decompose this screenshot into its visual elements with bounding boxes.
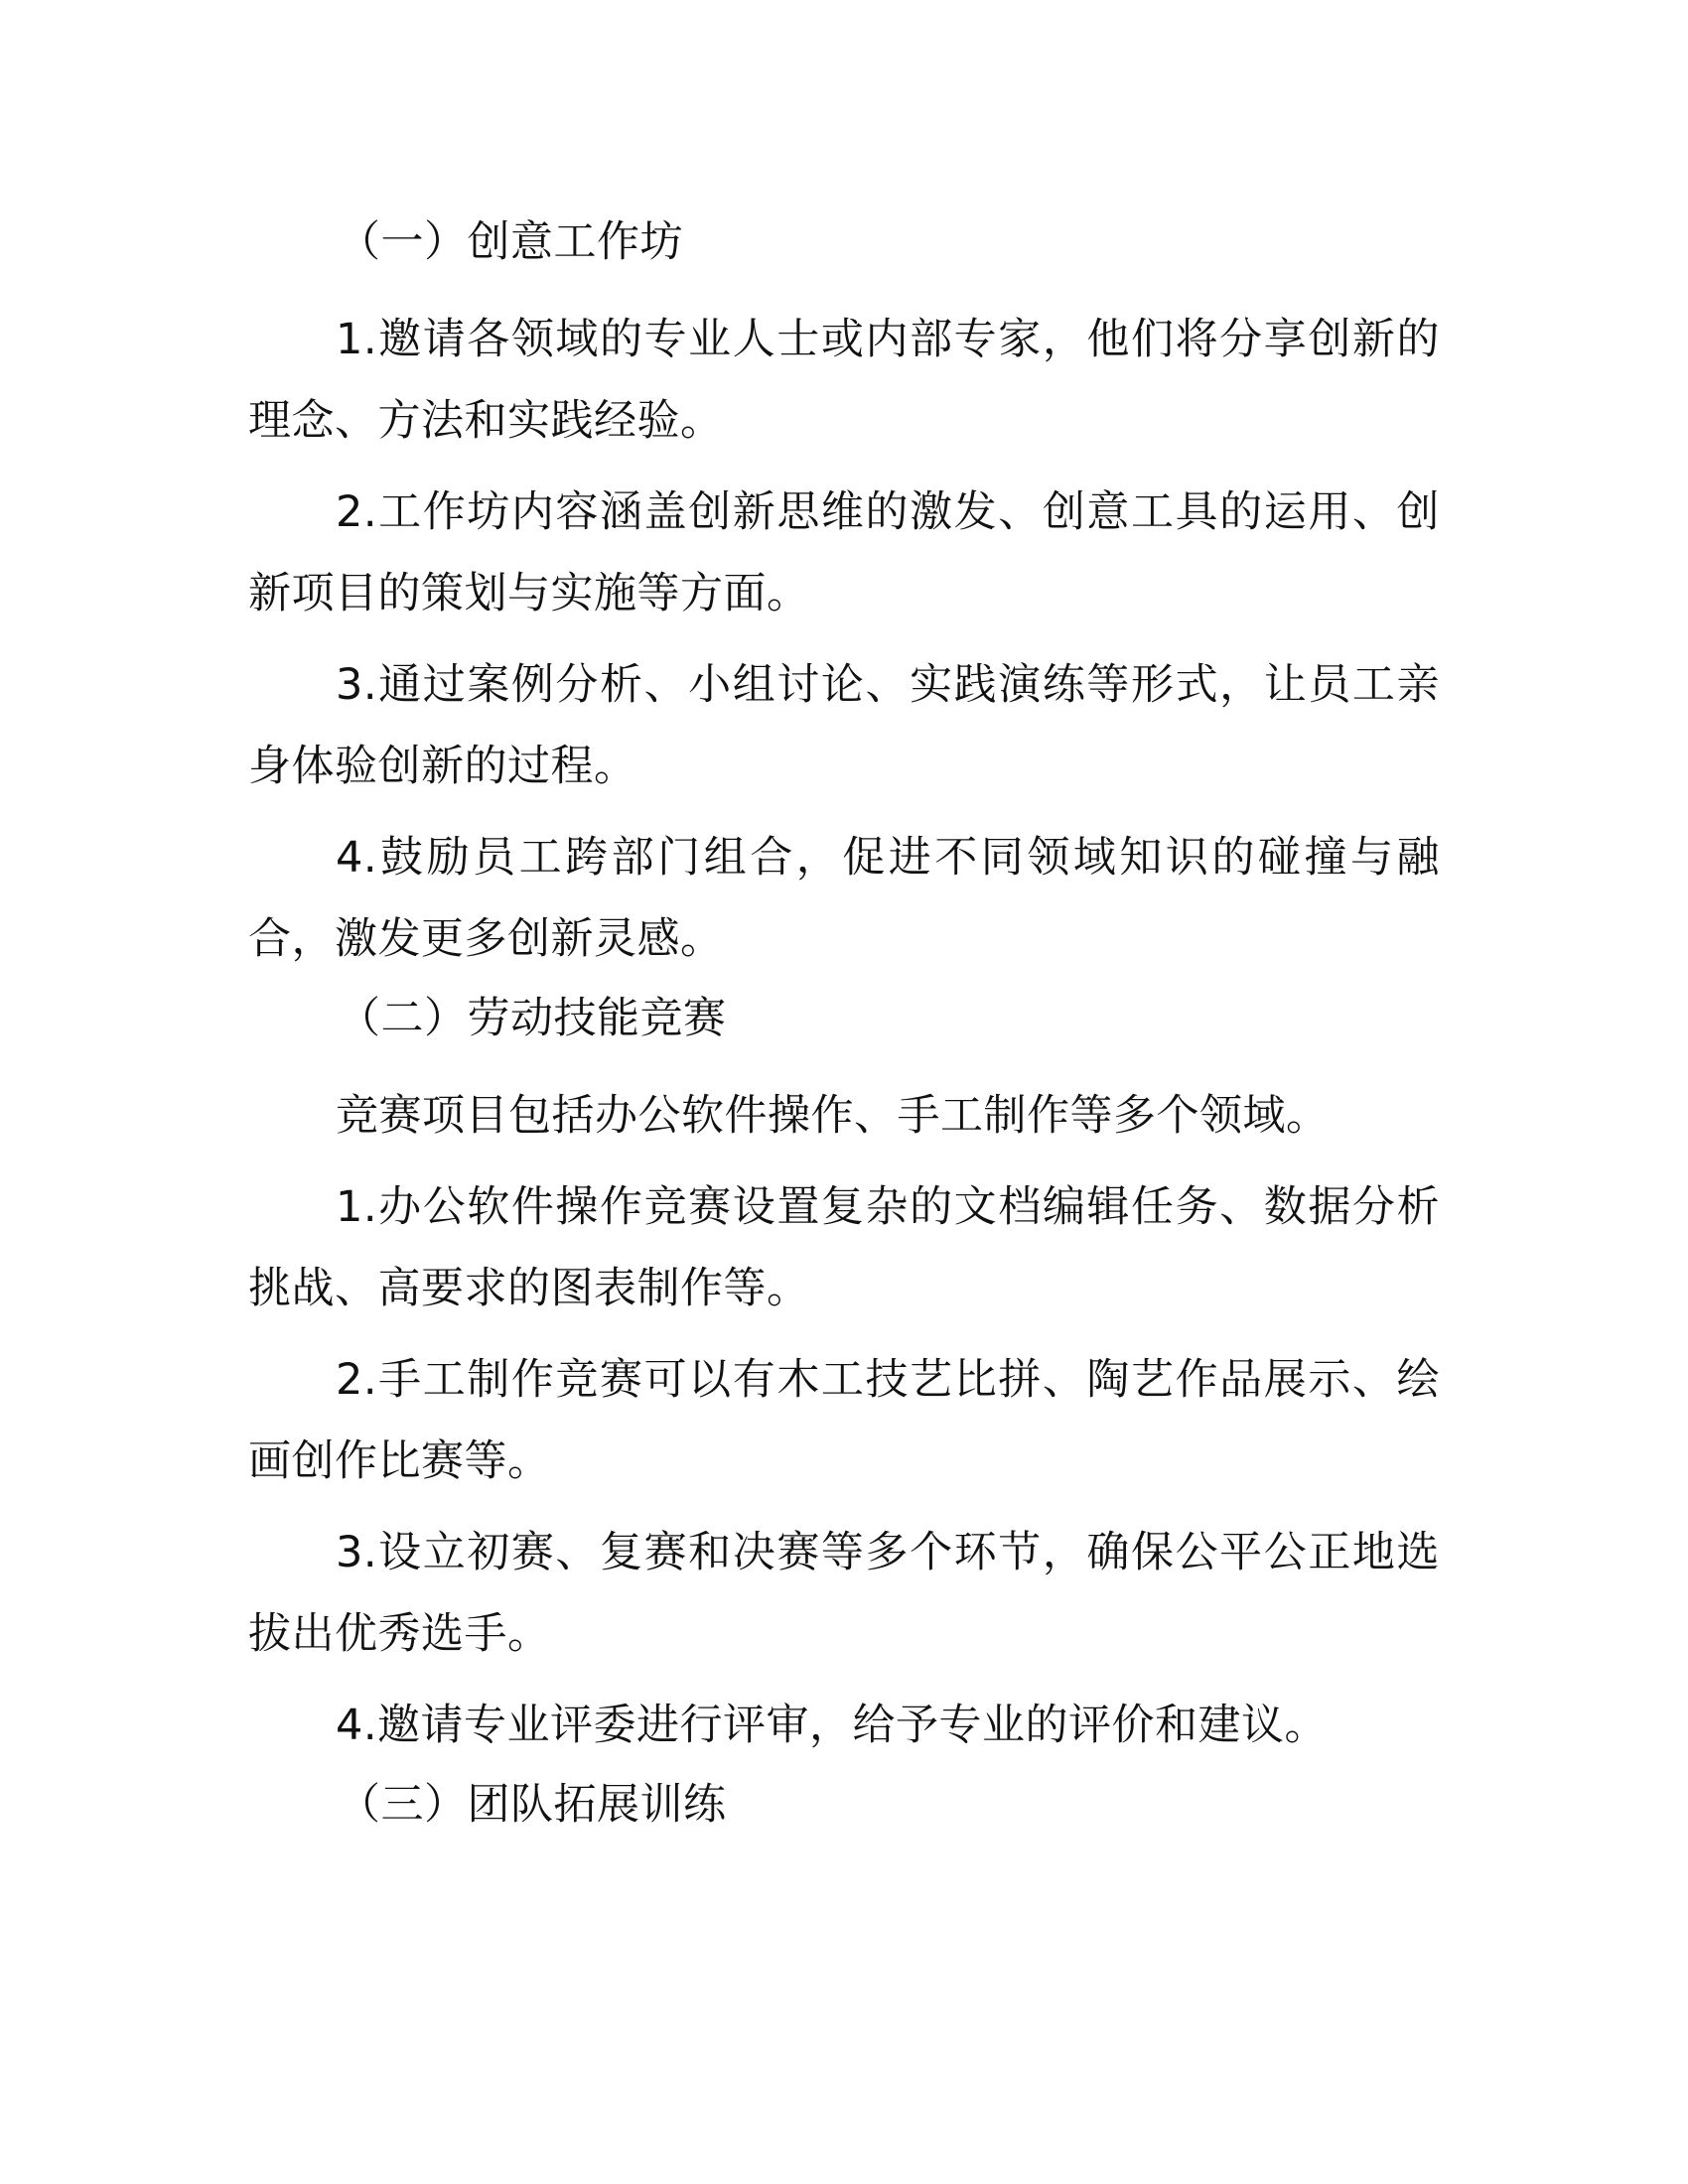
- paragraph: 1.办公软件操作竞赛设置复杂的文档编辑任务、数据分析挑战、高要求的图表制作等。: [248, 1182, 1440, 1313]
- paragraph: 4.邀请专业评委进行评审，给予专业的评价和建议。: [336, 1701, 1329, 1750]
- paragraph: 3.通过案例分析、小组讨论、实践演练等形式，让员工亲身体验创新的过程。: [248, 660, 1440, 791]
- section-heading-3: （三）团队拓展训练: [338, 1780, 727, 1830]
- section-heading-1: （一）创意工作坊: [338, 217, 683, 267]
- paragraph: 3.设立初赛、复赛和决赛等多个环节，确保公平公正地选拔出优秀选手。: [248, 1528, 1440, 1659]
- paragraph: 1.邀请各领域的专业人士或内部专家，他们将分享创新的理念、方法和实践经验。: [248, 315, 1440, 446]
- document-body: [248, 213, 1440, 1861]
- paragraph: 2.工作坊内容涵盖创新思维的激发、创意工具的运用、创新项目的策划与实施等方面。: [248, 487, 1440, 618]
- paragraph: 4.鼓励员工跨部门组合，促进不同领域知识的碰撞与融合，激发更多创新灵感。: [248, 833, 1440, 964]
- paragraph: 竞赛项目包括办公软件操作、手工制作等多个领域。: [336, 1091, 1330, 1141]
- paragraph: 2.手工制作竞赛可以有木工技艺比拼、陶艺作品展示、绘画创作比赛等。: [248, 1355, 1440, 1486]
- section-heading-2: （二）劳动技能竞赛: [338, 994, 727, 1043]
